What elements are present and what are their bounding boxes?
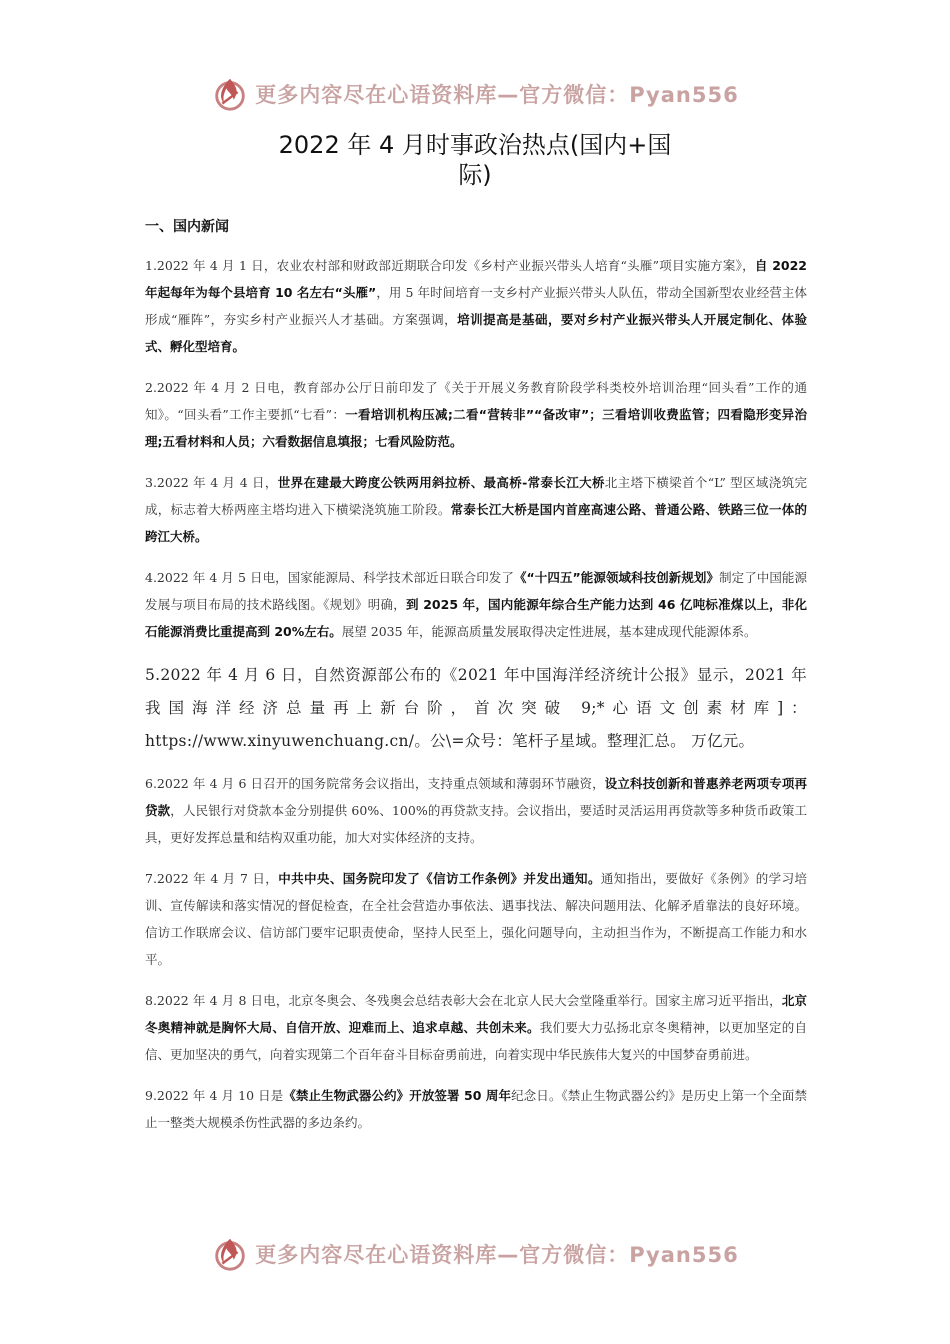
news-item-text: 3.2022 年 4 月 4 日， — [145, 475, 278, 490]
news-item-text: ，人民银行对贷款本金分别提供 60%、100%的再贷款支持。会议指出，要适时灵活运用再贷款等多种货币政策工具，更好发挥总量和结构双重功能，加大对实体经济的支持。 — [145, 803, 807, 845]
news-item — [145, 252, 807, 360]
section-heading: 一、国内新闻 — [145, 219, 229, 235]
flame-logo-icon — [211, 75, 249, 113]
news-item-text: 纪念日。《禁止生物武器公约》是历史上第一个全面禁止一整类大规模杀伤性武器的多边条约。 — [145, 1088, 807, 1130]
news-item-highlight: 世界在建最大跨度公铁两用斜拉桥、最高桥-常泰长江大桥 — [277, 475, 605, 490]
news-item-highlight: 北京冬奥精神就是胸怀大局、自信开放、迎难而上、追求卓越、共创未来。 — [145, 993, 807, 1035]
news-item-text: 4.2022 年 4 月 5 日电，国家能源局、科学技术部近日联合印发了 — [145, 570, 514, 585]
banner-text: 更多内容尽在心语资料库—官方微信：Pyan556 — [255, 1243, 739, 1267]
header-banner — [0, 72, 950, 116]
news-item-text: 2.2022 年 4 月 2 日电，教育部办公厅日前印发了《关于开展义务教育阶段学科类校外培训治理“回头看”工作的通知》。“回头看”工作主要抓“七看”： — [145, 380, 807, 422]
news-item-highlight: 培训提高是基础，要对乡村产业振兴带头人开展定制化、体验式、孵化型培育。 — [145, 312, 807, 354]
page-title-line-2: 际) — [458, 161, 492, 189]
banner-text: 更多内容尽在心语资料库—官方微信：Pyan556 — [255, 83, 739, 107]
news-item — [145, 865, 807, 973]
news-item — [145, 659, 807, 758]
news-item-text: 北主塔下横梁首个“L” 型区域浇筑完成，标志着大桥两座主塔均进入下横梁浇筑施工阶段。 — [145, 475, 807, 517]
news-item-text: 8.2022 年 4 月 8 日电，北京冬奥会、冬残奥会总结表彰大会在北京人民大会堂隆重举行。国家主席习近平指出， — [145, 993, 782, 1008]
footer-banner — [0, 1232, 950, 1276]
news-item-text: 1.2022 年 4 月 1 日，农业农村部和财政部近期联合印发《乡村产业振兴带头人培育“头雁”项目实施方案》， — [145, 258, 755, 273]
news-item — [145, 1082, 807, 1136]
news-item-text: 制定了中国能源发展与项目布局的技术路线图。《规划》明确， — [145, 570, 807, 612]
news-item-highlight: 自 2022 年起每年为每个县培育 10 名左右“头雁” — [145, 258, 807, 300]
news-item-text: 6.2022 年 4 月 6 日召开的国务院常务会议指出，支持重点领域和薄弱环节融资， — [145, 776, 605, 791]
news-item-text: 9.2022 年 4 月 10 日是 — [145, 1088, 284, 1103]
flame-logo-icon — [211, 1235, 249, 1273]
news-item — [145, 987, 807, 1068]
news-item-highlight: 《禁止生物武器公约》开放签署 50 周年 — [283, 1088, 512, 1103]
news-item-highlight: 到 2025 年，国内能源年综合生产能力达到 46 亿吨标准煤以上，非化石能源消费比重提高到 20%左右。 — [145, 597, 807, 639]
news-item-text: 我们要大力弘扬北京冬奥精神，以更加坚定的自信、更加坚决的勇气，向着实现第二个百年奋斗目标奋勇前进，向着实现中华民族伟大复兴的中国梦奋勇前进。 — [145, 1020, 807, 1062]
page-title — [0, 130, 950, 190]
news-item-highlight: 中共中央、国务院印发了《信访工作条例》并发出通知。 — [278, 871, 601, 886]
news-item-highlight: 一看培训机构压减;二看“营转非”“备改审”；三看培训收费监管；四看隐形变异治理;五看材料和人员；六看数据信息填报；七看风险防范。 — [145, 407, 807, 449]
news-item-text: ，用 5 年时间培育一支乡村产业振兴带头人队伍，带动全国新型农业经营主体形成“雁阵”，夯实乡村产业振兴人才基础。方案强调， — [145, 285, 808, 327]
news-list — [145, 252, 807, 1150]
page-title-line-1: 2022 年 4 月时事政治热点(国内+国 — [278, 131, 672, 159]
news-item — [145, 770, 807, 851]
news-item — [145, 374, 807, 455]
news-item-highlight: 常泰长江大桥是国内首座高速公路、普通公路、铁路三位一体的跨江大桥。 — [145, 502, 807, 544]
news-item-text: 展望 2035 年，能源高质量发展取得决定性进展，基本建成现代能源体系。 — [341, 624, 757, 639]
news-item — [145, 469, 807, 550]
news-item-highlight: 设立科技创新和普惠养老两项专项再贷款 — [145, 776, 807, 818]
news-item-text: 5.2022 年 4 月 6 日，自然资源部公布的《2021 年中国海洋经济统计公报》显示，2021 年我国海洋经济总量再上新台阶，首次突破 9;*心语文创素材库]：https://www.xinyuwenchuang.cn/。公\=众号：笔杆子星域。整理汇总。 万亿元。 — [145, 666, 807, 750]
news-item — [145, 564, 807, 645]
news-item-text: 7.2022 年 4 月 7 日， — [145, 871, 279, 886]
news-item-highlight: 《“十四五”能源领域科技创新规划》 — [513, 570, 720, 585]
news-item-text: 通知指出，要做好《条例》的学习培训、宣传解读和落实情况的督促检查，在全社会营造办事依法、遇事找法、解决问题用法、化解矛盾靠法的良好环境。信访工作联席会议、信访部门要牢记职责使命，坚持人民至上，强化问题导向，主动担当作为，不断提高工作能力和水平。 — [145, 871, 807, 967]
